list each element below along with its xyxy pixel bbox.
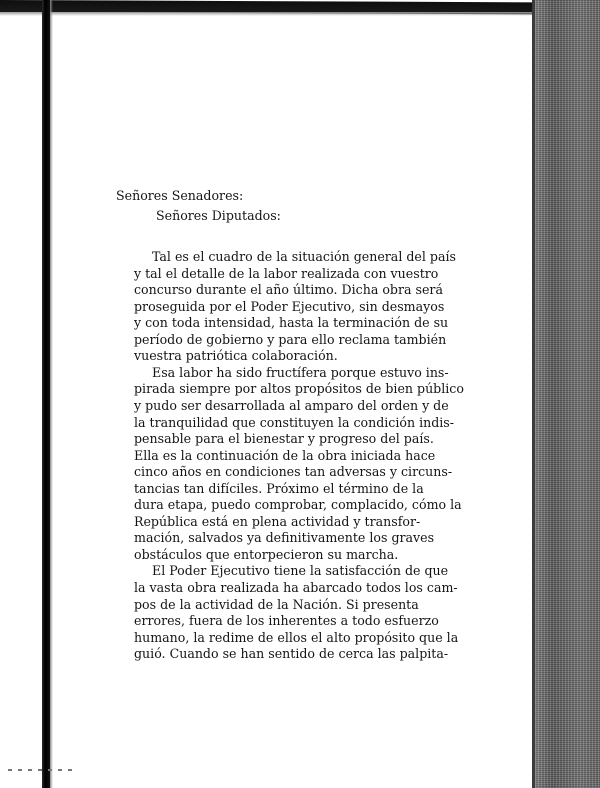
paragraph-line: tancias tan difíciles. Próximo el término de la — [134, 480, 424, 496]
paragraph-line: pirada siempre por altos propósitos de bien público — [134, 381, 464, 397]
paragraph-line: dura etapa, puedo comprobar, complacido, cómo la — [134, 497, 462, 513]
paragraph-line: errores, fuera de los inherentes a todo esfuerzo — [134, 613, 439, 629]
paragraph-line: proseguida por el Poder Ejecutivo, sin desmayos — [134, 298, 445, 314]
paragraph-line: obstáculos que entorpecieron su marcha. — [134, 546, 399, 562]
document-body — [116, 188, 464, 663]
paragraph-line: y tal el detalle de la labor realizada con vuestro — [134, 265, 439, 281]
paragraph-line: la tranquilidad que constituyen la condición indis- — [134, 414, 455, 430]
scan-right-edge — [532, 0, 600, 788]
paragraph-line: vuestra patriótica colaboración. — [134, 348, 338, 364]
paragraph-line: período de gobierno y para ello reclama también — [134, 331, 447, 347]
paragraph-3 — [116, 563, 459, 662]
paragraph-2 — [116, 364, 464, 564]
paragraph-line: la vasta obra realizada ha abarcado todos los cam- — [134, 580, 458, 596]
paragraph-line: Esa labor ha sido fructífera porque estuvo ins- — [152, 364, 449, 380]
salutation-senators: Señores Senadores: — [116, 188, 244, 203]
paragraph-line: y con toda intensidad, hasta la terminación de su — [134, 315, 449, 331]
paragraph-line: República está en plena actividad y transfor- — [134, 513, 421, 529]
paragraph-line: guió. Cuando se han sentido de cerca las palpita- — [134, 646, 449, 662]
paragraph-1 — [116, 249, 456, 365]
paragraph-line: El Poder Ejecutivo tiene la satisfacción de que — [152, 563, 449, 579]
paragraph-line: cinco años en condiciones tan adversas y circuns- — [134, 464, 453, 480]
paragraph-line: pos de la actividad de la Nación. Si presenta — [134, 596, 419, 612]
paragraphs — [116, 249, 464, 663]
scan-right-edge-line — [532, 0, 535, 788]
scan-left-border — [42, 0, 50, 788]
salutation-deputies: Señores Diputados: — [156, 207, 281, 223]
paragraph-line: pensable para el bienestar y progreso del país. — [134, 431, 434, 447]
scan-left-shadow — [50, 0, 53, 788]
paragraph-line: Ella es la continuación de la obra iniciada hace — [134, 447, 436, 463]
paragraph-line: humano, la redime de ellos el alto propósito que la — [134, 629, 459, 645]
paragraph-line: Tal es el cuadro de la situación general del país — [152, 249, 456, 265]
paragraph-line: mación, salvados ya definitivamente los graves — [134, 530, 435, 546]
scan-top-shadow — [0, 12, 536, 16]
scan-bottom-marks — [8, 769, 78, 771]
paragraph-line: y pudo ser desarrollada al amparo del orden y de — [134, 398, 449, 414]
paragraph-line: concurso durante el año último. Dicha obra será — [134, 282, 443, 298]
